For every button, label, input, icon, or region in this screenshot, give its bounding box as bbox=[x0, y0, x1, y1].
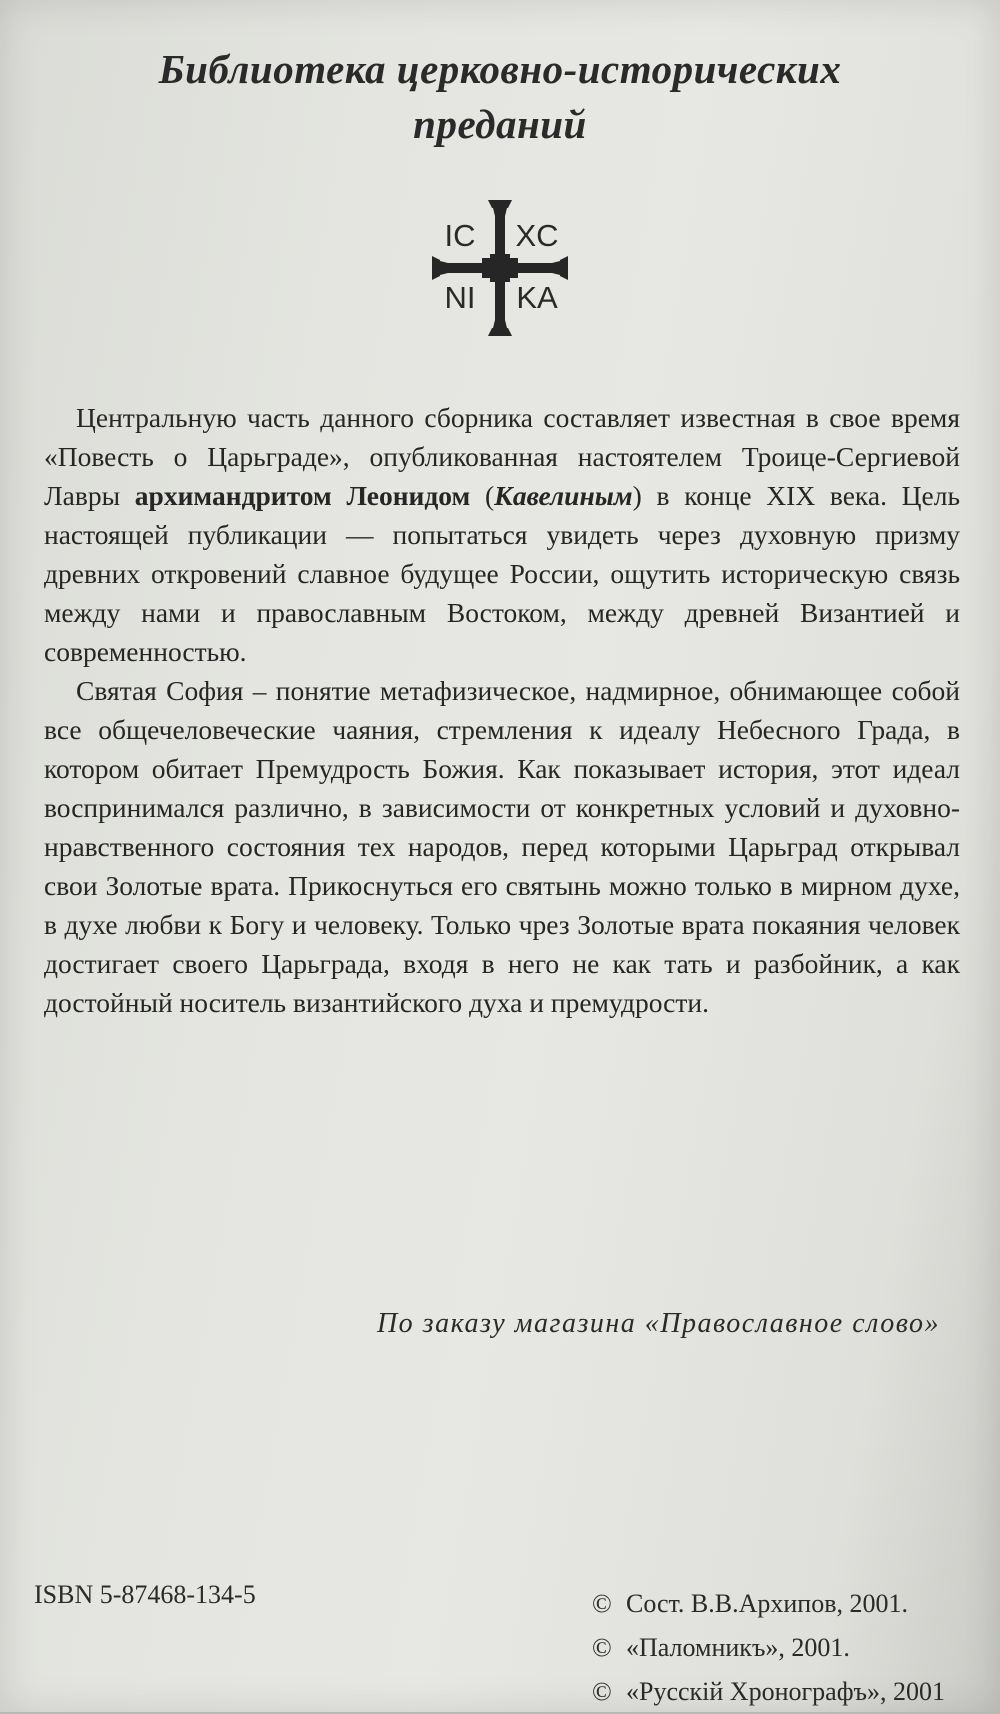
monogram-ka: KA bbox=[516, 280, 558, 315]
cross-icon bbox=[430, 198, 570, 338]
copyright-line-1 bbox=[592, 1582, 992, 1626]
paragraph-1-part-2: ( bbox=[470, 480, 495, 511]
isbn-number: ISBN 5-87468-134-5 bbox=[34, 1580, 256, 1609]
copyright-symbol: © bbox=[592, 1589, 612, 1618]
copyright-text: «Русскій Хронографъ», 2001 bbox=[626, 1677, 945, 1706]
copyright-block bbox=[592, 1582, 992, 1714]
copyright-symbol: © bbox=[592, 1677, 612, 1706]
monogram-ni: NI bbox=[444, 280, 476, 315]
author-surname: Кавелиным bbox=[494, 480, 633, 511]
copyright-line-2 bbox=[592, 1626, 992, 1670]
series-title bbox=[60, 42, 940, 152]
order-line: По заказу магазина «Православное слово» bbox=[376, 1308, 940, 1339]
copyright-text: Сост. В.В.Архипов, 2001. bbox=[626, 1589, 909, 1618]
author-name: архимандритом Леонидом bbox=[134, 480, 471, 511]
annotation-text bbox=[44, 398, 960, 1022]
copyright-text: «Паломникъ», 2001. bbox=[626, 1633, 850, 1662]
paragraph-1 bbox=[44, 398, 960, 671]
paragraph-2: Святая София – понятие метафизическое, надмирное, обнимающее собой все общечеловеческие чаяния, стремления к идеалу Небесного Града, в котором обитает Премудрость Божия. Как показывает история, этот идеал воспринимался различно, в зависимости от конкретных условий и духовно-нравственного состояния тех народов, перед которыми Царьград открывал свои Золотые врата. Прикоснуться его святынь можно только в мирном духе, в духе любви к Богу и человеку. Только чрез Золотые врата покаяния человек достигает своего Царьграда, входя в него не как тать и разбойник, а как достойный носитель византийского духа и премудрости. bbox=[44, 675, 960, 1018]
series-title-line-1: Библиотека церковно-исторических bbox=[158, 46, 842, 92]
copyright-symbol: © bbox=[592, 1633, 612, 1662]
copyright-line-3 bbox=[592, 1670, 992, 1714]
monogram-xc: XC bbox=[515, 218, 559, 253]
series-title-line-2: преданий bbox=[413, 101, 587, 147]
paragraph-1-part-3: ) в конце XIX века. Цель настоящей публикации — попытаться увидеть через духовную призму древних откровений славное будущее России, ощутить историческую связь между нами и православным Востоком, между древней Византией и современностью. bbox=[44, 480, 961, 667]
monogram-ic: IC bbox=[444, 218, 476, 253]
paragraph-1-part-1: Центральную часть данного сборника составляет известная в свое время «Повесть о Царьграде», опубликованная настоятелем Троице-Сергиевой Лавры bbox=[44, 402, 960, 511]
